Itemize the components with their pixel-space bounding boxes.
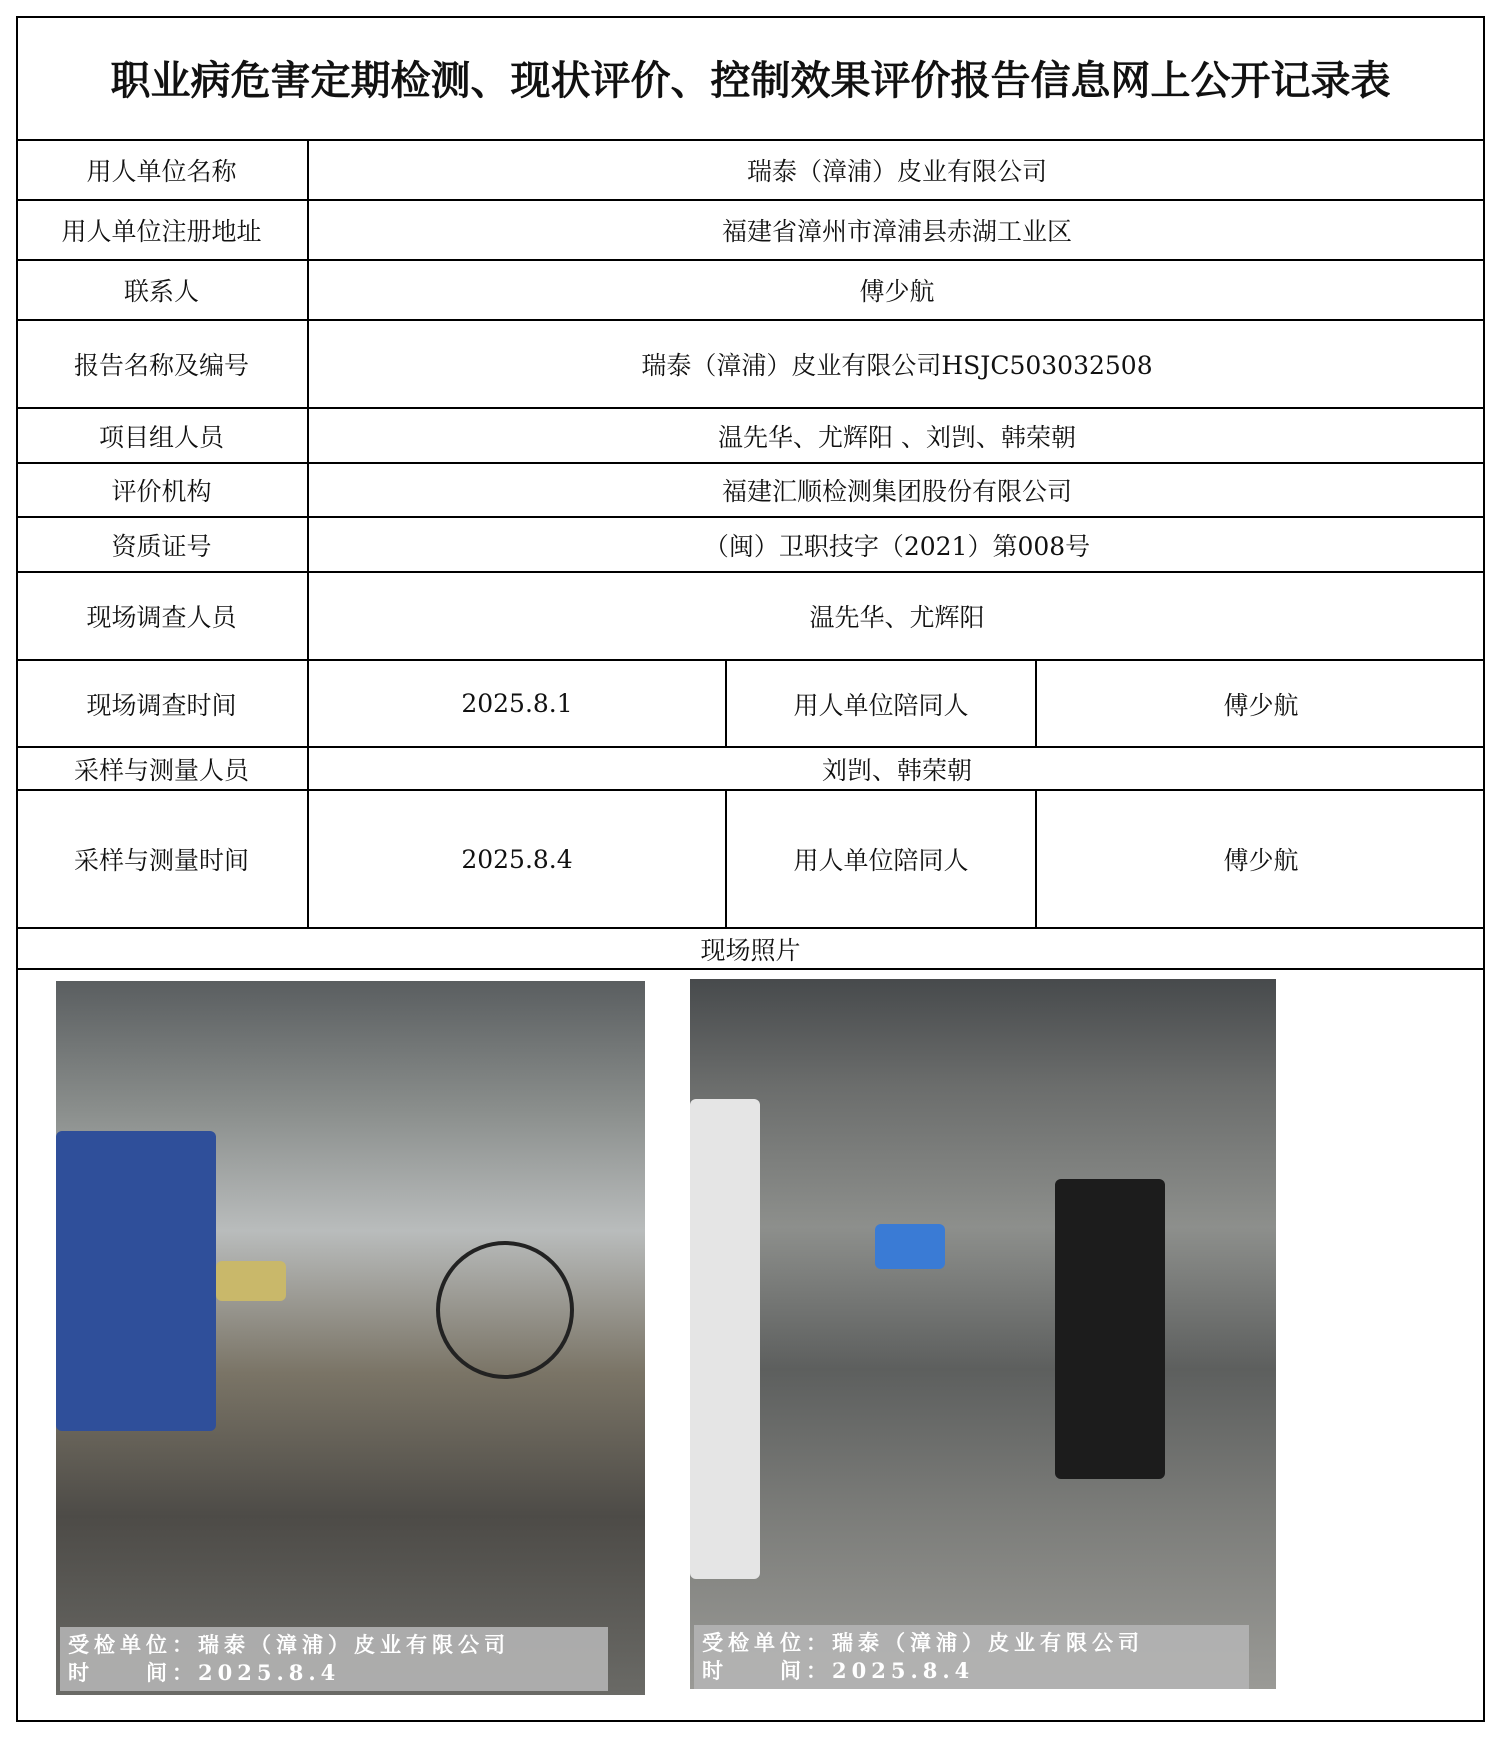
report-label: 报告名称及编号	[73, 351, 249, 380]
worker-figure	[690, 1099, 760, 1579]
survey-staff-value: 温先华、尤辉阳	[809, 603, 985, 632]
site-photo-2	[690, 979, 1276, 1689]
sampling-device	[216, 1261, 286, 1301]
sampling-device	[875, 1224, 945, 1269]
address-label: 用人单位注册地址	[61, 217, 262, 246]
employer-name-value: 瑞泰（漳浦）皮业有限公司	[746, 157, 1047, 186]
team-label: 项目组人员	[98, 422, 224, 452]
caption-time: 时 间：2025.8.4	[68, 1660, 341, 1685]
sampling-companion-value: 傅少航	[1223, 846, 1299, 875]
agency-value: 福建汇顺检测集团股份有限公司	[721, 477, 1072, 506]
caption-unit: 受检单位：瑞泰（漳浦）皮业有限公司	[702, 1630, 1144, 1655]
survey-companion-value: 傅少航	[1223, 690, 1299, 720]
caption-time: 时 间：2025.8.4	[702, 1658, 975, 1683]
divider	[16, 968, 1485, 970]
sampling-time-label: 采样与测量时间	[73, 846, 249, 875]
contact-label: 联系人	[123, 277, 199, 306]
agency-label: 评价机构	[111, 477, 212, 506]
sampling-staff-value: 刘剀、韩荣朝	[821, 755, 972, 785]
certificate-label: 资质证号	[111, 531, 212, 561]
team-value: 温先华、尤辉阳 、刘剀、韩荣朝	[718, 422, 1076, 452]
worker-figure	[56, 1131, 216, 1431]
certificate-value: （闽）卫职技字（2021）第008号	[703, 531, 1091, 561]
fan	[436, 1241, 574, 1379]
caption-unit: 受检单位：瑞泰（漳浦）皮业有限公司	[68, 1632, 510, 1657]
report-value: 瑞泰（漳浦）皮业有限公司HSJC503032508	[641, 351, 1153, 380]
survey-time-value: 2025.8.1	[461, 689, 573, 718]
contact-value: 傅少航	[859, 277, 935, 306]
employer-name-label: 用人单位名称	[86, 157, 237, 186]
address-value: 福建省漳州市漳浦县赤湖工业区	[721, 217, 1072, 246]
worker-figure	[1055, 1179, 1165, 1479]
site-photo-1	[56, 981, 645, 1695]
sampling-time-value: 2025.8.4	[461, 844, 573, 874]
survey-companion-label: 用人单位陪同人	[793, 690, 969, 720]
sampling-companion-label: 用人单位陪同人	[793, 846, 969, 875]
photo-caption	[694, 1625, 1249, 1689]
photos-header: 现场照片	[700, 935, 801, 965]
photo-caption	[60, 1627, 608, 1691]
sampling-staff-label: 采样与测量人员	[73, 755, 249, 785]
survey-time-label: 现场调查时间	[86, 690, 237, 720]
survey-staff-label: 现场调查人员	[86, 603, 237, 632]
page-title: 职业病危害定期检测、现状评价、控制效果评价报告信息网上公开记录表	[110, 57, 1391, 104]
